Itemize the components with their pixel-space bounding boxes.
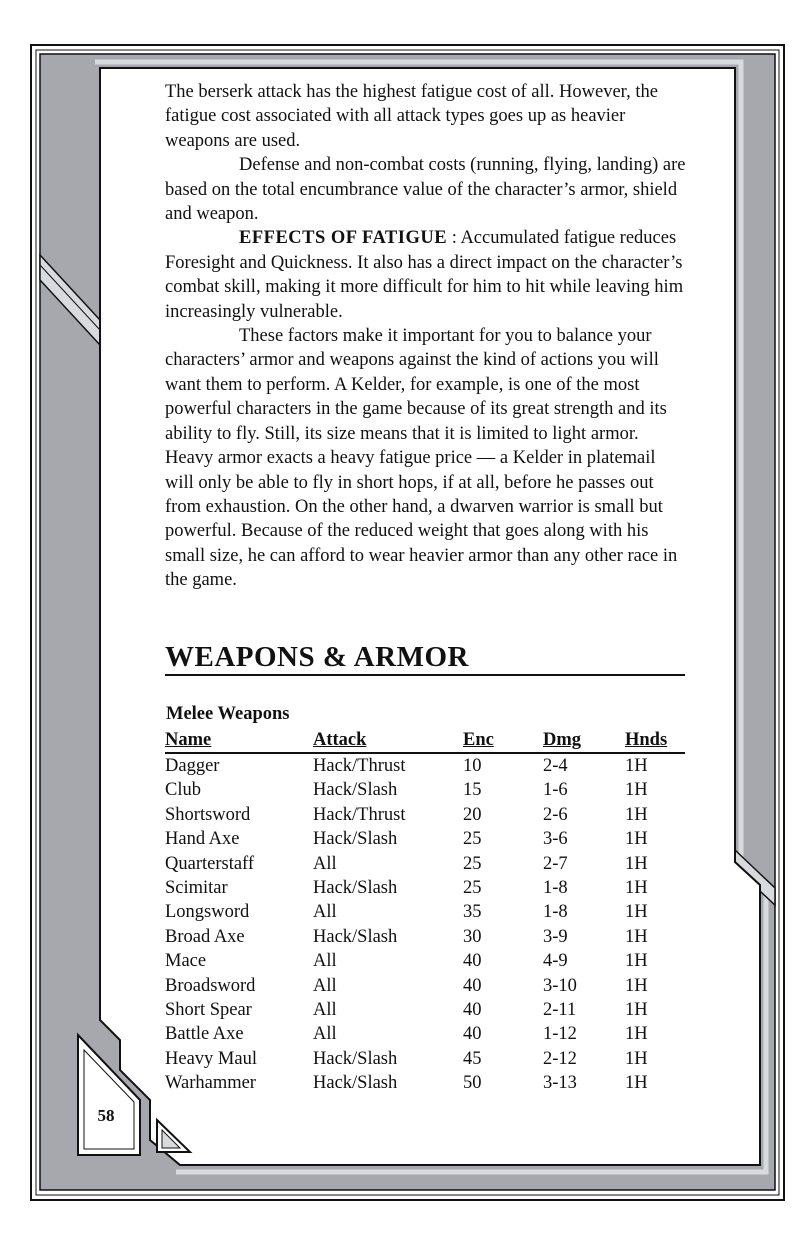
paragraph-effects-of-fatigue xyxy=(165,226,687,324)
cell-name: Shortsword xyxy=(165,804,251,825)
cell-hnds: 1H xyxy=(625,829,648,850)
paragraph-berserk: The berserk attack has the highest fatigue cost of all. However, the fatigue cost associated with all attack types goes up as heavier weapons are used. xyxy=(165,82,658,151)
cell-hnds: 1H xyxy=(625,756,648,776)
cell-dmg: 1-12 xyxy=(543,1024,577,1045)
cell-dmg: 1-8 xyxy=(543,878,568,899)
cell-attack: Hack/Thrust xyxy=(313,756,406,776)
cell-enc: 20 xyxy=(463,804,482,825)
table-body xyxy=(165,753,685,1096)
cell-hnds: 1H xyxy=(625,853,648,874)
table-title-melee-weapons: Melee Weapons xyxy=(166,704,290,724)
page-number: 58 xyxy=(97,1106,115,1125)
cell-dmg: 2-4 xyxy=(543,756,568,776)
table-row xyxy=(165,998,685,1022)
cell-attack: Hack/Slash xyxy=(313,1073,398,1094)
cell-dmg: 1-6 xyxy=(543,780,568,801)
paragraph-defense-costs: Defense and non-combat costs (running, flying, landing) are based on the total encumbrance value of the character’s armor, shield and weapon. xyxy=(165,155,686,225)
cell-hnds: 1H xyxy=(625,951,648,972)
cell-name: Longsword xyxy=(165,902,250,923)
header-dmg: Dmg xyxy=(543,730,582,750)
table-row xyxy=(165,827,685,851)
table-row xyxy=(165,753,685,778)
cell-name: Broad Axe xyxy=(165,926,245,947)
header-name: Name xyxy=(165,730,212,750)
cell-name: Hand Axe xyxy=(165,829,240,850)
cell-attack: Hack/Slash xyxy=(313,780,398,801)
cell-enc: 45 xyxy=(463,1048,482,1069)
cell-enc: 15 xyxy=(463,780,482,801)
table-row xyxy=(165,974,685,998)
cell-attack: Hack/Thrust xyxy=(313,804,406,825)
cell-dmg: 2-11 xyxy=(543,1000,577,1021)
table-row xyxy=(165,900,685,924)
cell-name: Mace xyxy=(165,951,207,972)
cell-attack: All xyxy=(313,1000,337,1021)
cell-hnds: 1H xyxy=(625,1073,648,1094)
cell-dmg: 2-7 xyxy=(543,853,568,874)
cell-dmg: 3-6 xyxy=(543,829,568,850)
table-row xyxy=(165,1071,685,1095)
cell-hnds: 1H xyxy=(625,902,648,923)
cell-name: Club xyxy=(165,780,201,801)
cell-hnds: 1H xyxy=(625,975,648,996)
body-text xyxy=(165,80,687,593)
cell-name: Scimitar xyxy=(165,878,228,899)
cell-enc: 25 xyxy=(463,878,482,899)
cell-name: Dagger xyxy=(165,756,220,776)
cell-enc: 30 xyxy=(463,926,482,947)
table-row xyxy=(165,876,685,900)
cell-dmg: 2-6 xyxy=(543,804,568,825)
cell-hnds: 1H xyxy=(625,926,648,947)
cell-attack: All xyxy=(313,951,337,972)
cell-enc: 50 xyxy=(463,1073,482,1094)
effects-of-fatigue-text: : Accumulated fatigue reduces Foresight and Quickness. It also has a direct impact on the character’s combat skill, making it more difficult for him to hit while leaving him increasingly vulnerable. xyxy=(165,228,684,322)
cell-dmg: 1-8 xyxy=(543,902,568,923)
table-header-row xyxy=(165,728,685,753)
cell-attack: Hack/Slash xyxy=(313,1048,398,1069)
cell-enc: 35 xyxy=(463,902,482,923)
table-row xyxy=(165,949,685,973)
cell-hnds: 1H xyxy=(625,804,648,825)
melee-weapons-table xyxy=(165,728,685,1096)
cell-name: Battle Axe xyxy=(165,1024,244,1045)
cell-attack: Hack/Slash xyxy=(313,829,398,850)
header-hnds: Hnds xyxy=(625,730,668,750)
cell-attack: Hack/Slash xyxy=(313,926,398,947)
effects-of-fatigue-keyword: EFFECTS OF FATIGUE xyxy=(239,228,448,249)
section-heading-weapons-armor: WEAPONS & ARMOR xyxy=(165,640,685,676)
table-row xyxy=(165,803,685,827)
table-row xyxy=(165,1047,685,1071)
cell-enc: 40 xyxy=(463,951,482,972)
cell-enc: 40 xyxy=(463,1000,482,1021)
cell-enc: 40 xyxy=(463,1024,482,1045)
cell-attack: Hack/Slash xyxy=(313,878,398,899)
cell-dmg: 3-10 xyxy=(543,975,577,996)
cell-enc: 10 xyxy=(463,756,482,776)
cell-hnds: 1H xyxy=(625,780,648,801)
cell-attack: All xyxy=(313,853,337,874)
cell-name: Warhammer xyxy=(165,1073,256,1094)
paragraph-balance-armor: These factors make it important for you to balance your characters’ armor and weapons against the kind of actions you will want them to perform. A Kelder, for example, is one of the most powerful characters in the game because of its great strength and its ability to fly. Still, its size means that it is limited to light armor. Heavy armor exacts a heavy fatigue price — a Kelder in platemail will only be able to fly in short hops, if at all, before he passes out from exhaustion. On the other hand, a dwarven warrior is small but powerful. Because of the reduced weight that goes along with his small size, he can afford to wear heavier armor than any other race in the game. xyxy=(165,326,678,591)
cell-dmg: 4-9 xyxy=(543,951,568,972)
cell-enc: 40 xyxy=(463,975,482,996)
table-row xyxy=(165,778,685,802)
table-row xyxy=(165,1022,685,1046)
cell-name: Quarterstaff xyxy=(165,853,255,874)
cell-dmg: 2-12 xyxy=(543,1048,577,1069)
cell-name: Broadsword xyxy=(165,975,256,996)
cell-dmg: 3-9 xyxy=(543,926,568,947)
header-attack: Attack xyxy=(313,730,367,750)
table-row xyxy=(165,925,685,949)
cell-attack: All xyxy=(313,975,337,996)
cell-dmg: 3-13 xyxy=(543,1073,577,1094)
cell-attack: All xyxy=(313,902,337,923)
cell-name: Short Spear xyxy=(165,1000,252,1021)
cell-enc: 25 xyxy=(463,853,482,874)
cell-name: Heavy Maul xyxy=(165,1048,257,1069)
cell-enc: 25 xyxy=(463,829,482,850)
cell-hnds: 1H xyxy=(625,878,648,899)
cell-hnds: 1H xyxy=(625,1000,648,1021)
table-row xyxy=(165,852,685,876)
header-enc: Enc xyxy=(463,730,494,750)
cell-hnds: 1H xyxy=(625,1048,648,1069)
cell-hnds: 1H xyxy=(625,1024,648,1045)
cell-attack: All xyxy=(313,1024,337,1045)
